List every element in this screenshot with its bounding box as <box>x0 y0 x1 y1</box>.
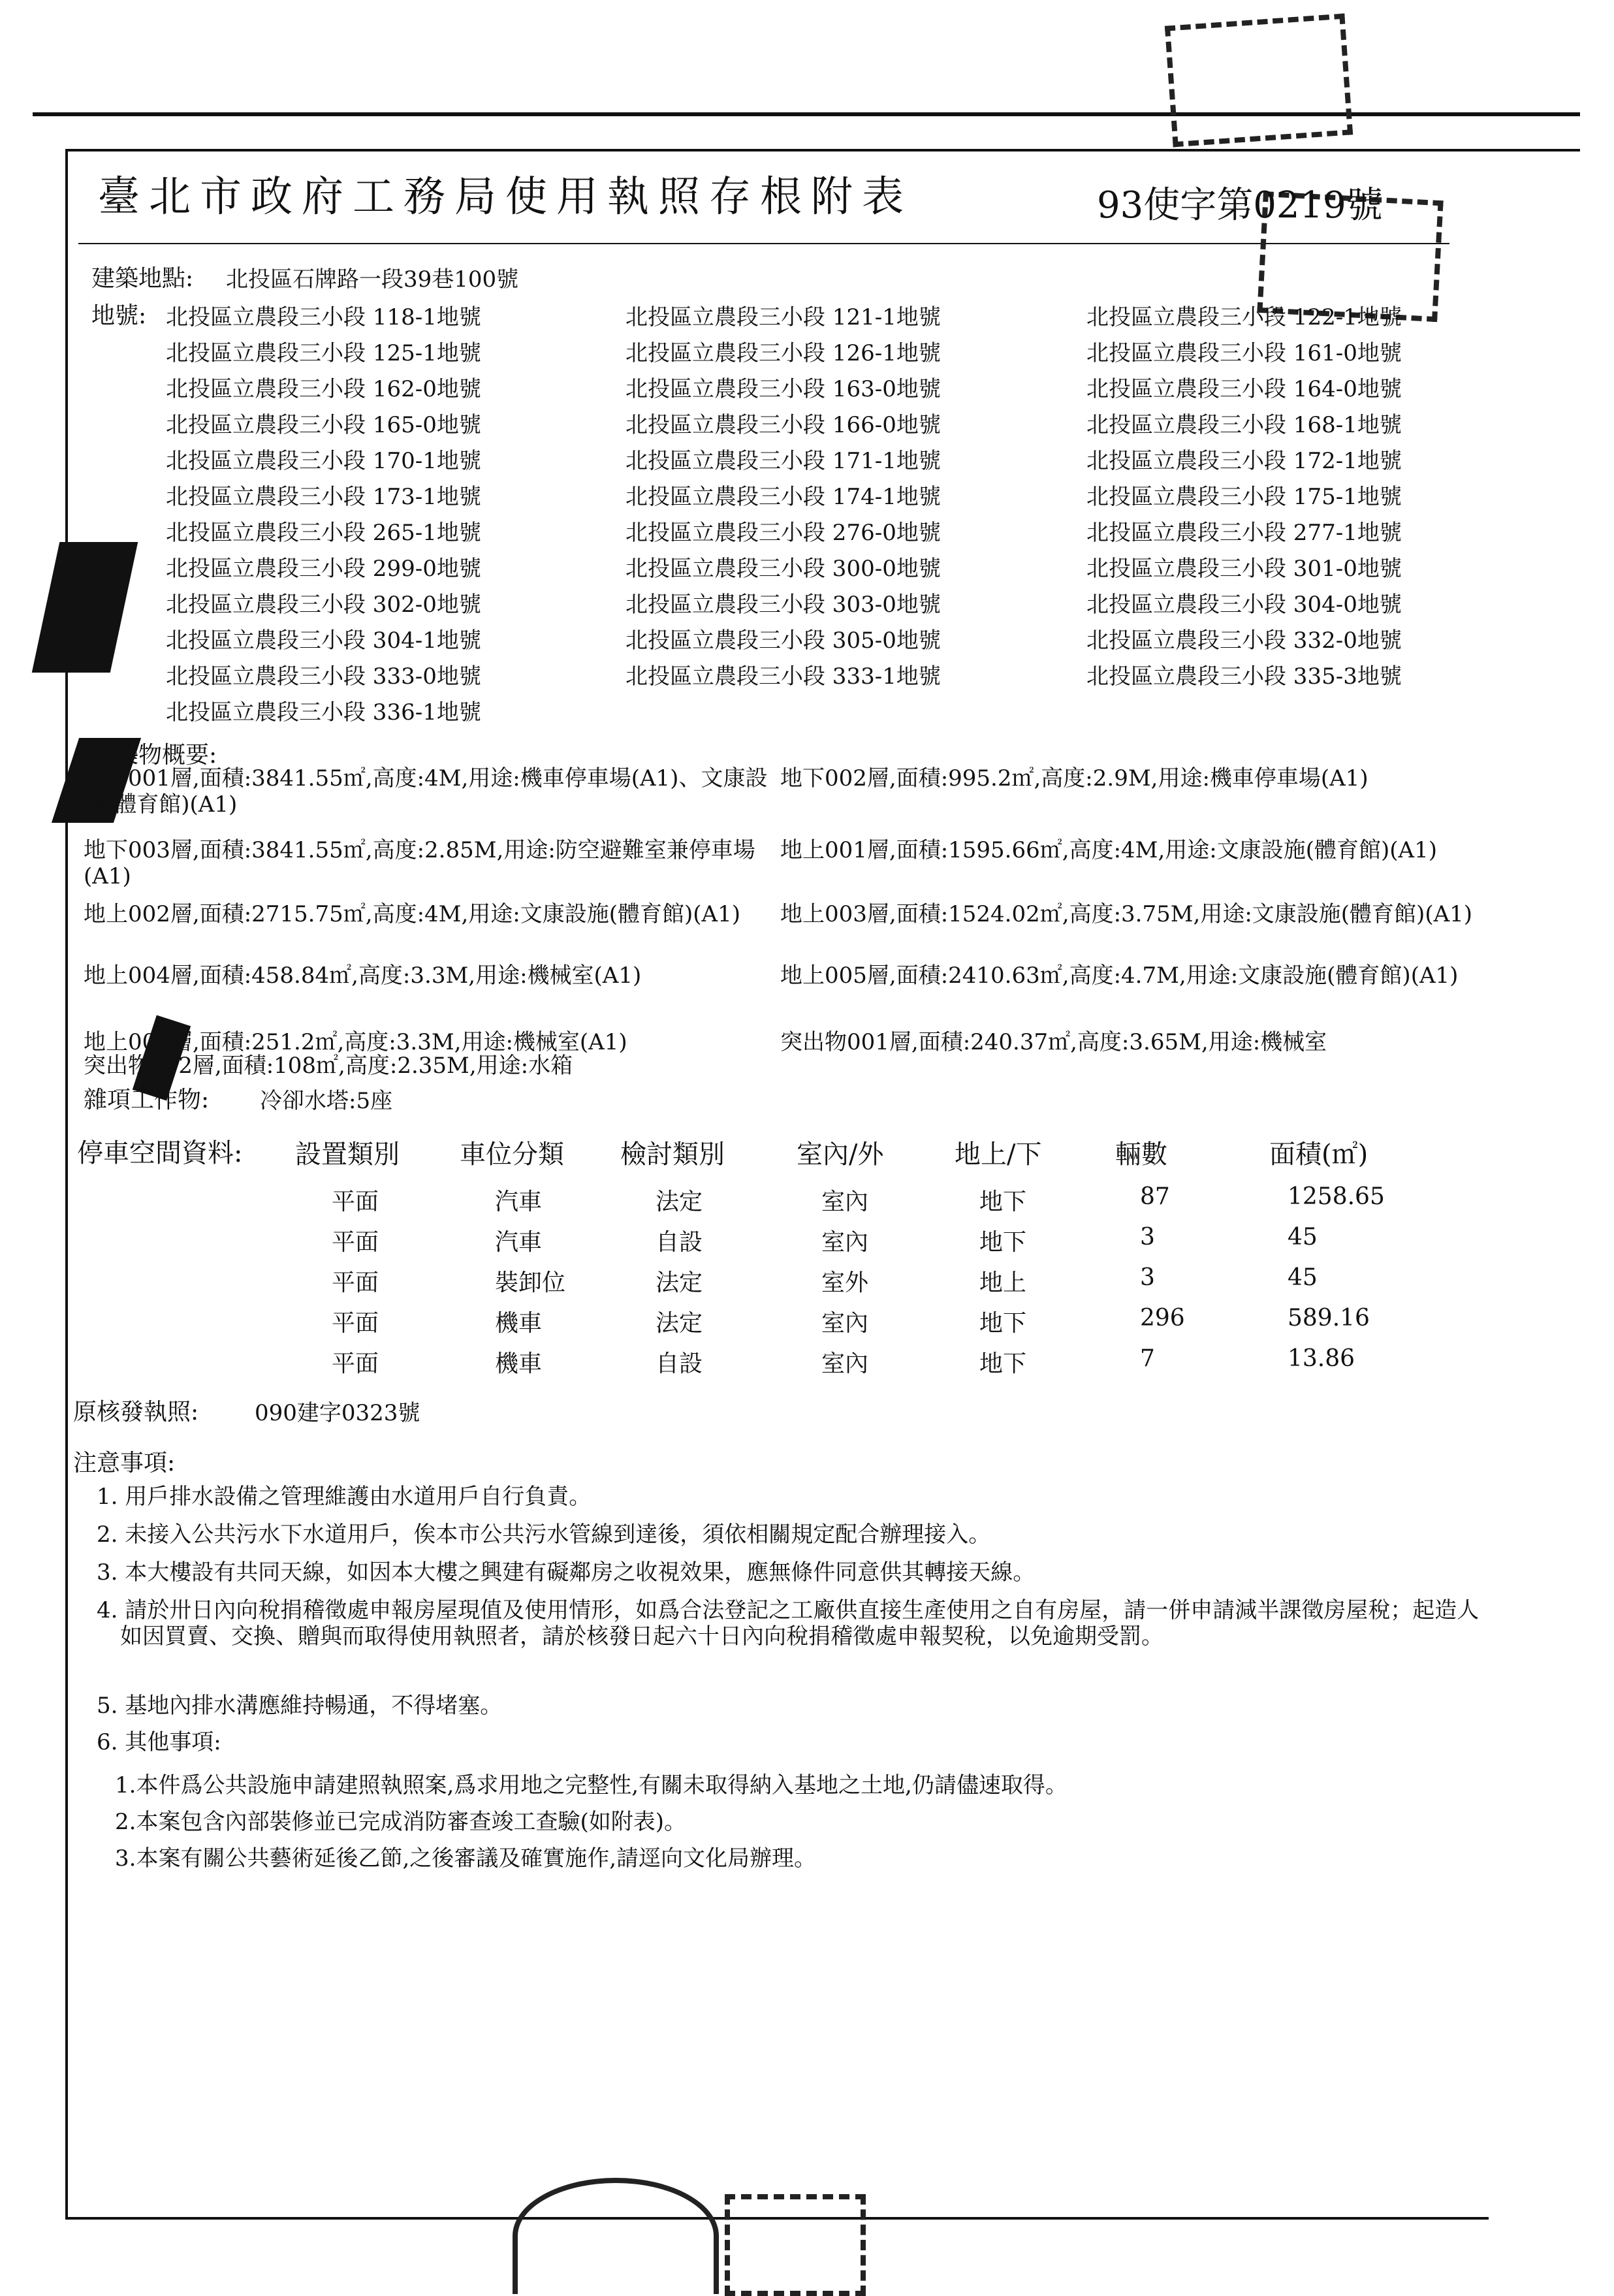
lot-number: 北投區立農段三小段 265-1地號 <box>166 520 481 546</box>
stamp-icon <box>1165 14 1353 148</box>
lot-number: 北投區立農段三小段 304-0地號 <box>1086 592 1402 618</box>
lot-number: 北投區立農段三小段 333-1地號 <box>625 663 941 690</box>
note-sub-item: 2.本案包含內部裝修並已完成消防審查竣工查驗(如附表)。 <box>115 1809 686 1835</box>
building-floor: 突出物001層,面積:240.37㎡,高度:3.65M,用途:機械室 <box>780 1029 1327 1055</box>
parking-cell: 機車 <box>495 1310 543 1337</box>
parking-cell: 45 <box>1288 1264 1318 1291</box>
lot-number: 北投區立農段三小段 301-0地號 <box>1086 556 1402 582</box>
parking-cell: 室內 <box>821 1188 869 1215</box>
ink-smudge-icon <box>32 542 138 673</box>
parking-cell: 3 <box>1140 1264 1155 1291</box>
lot-number: 北投區立農段三小段 333-0地號 <box>166 663 481 690</box>
building-floor: 地上001層,面積:1595.66㎡,高度:4M,用途:文康設施(體育館)(A1) <box>780 837 1437 863</box>
lot-number: 北投區立農段三小段 276-0地號 <box>625 520 941 546</box>
parking-cell: 平面 <box>332 1310 379 1337</box>
lot-number: 北投區立農段三小段 172-1地號 <box>1086 448 1402 474</box>
parking-cell: 自設 <box>656 1229 703 1256</box>
parking-header-cell: 地上/下 <box>955 1140 1042 1170</box>
lot-number: 北投區立農段三小段 304-1地號 <box>166 628 481 654</box>
note-sub-item: 3.本案有關公共藝術延後乙節,之後審議及確實施作,請逕向文化局辦理。 <box>115 1845 817 1872</box>
lot-number: 北投區立農段三小段 164-0地號 <box>1086 376 1402 402</box>
parking-cell: 室內 <box>821 1229 869 1256</box>
lot-number: 北投區立農段三小段 165-0地號 <box>166 412 481 438</box>
title-underline <box>65 149 1580 151</box>
parking-header-cell: 輛數 <box>1115 1140 1167 1170</box>
parking-cell: 45 <box>1288 1224 1318 1251</box>
building-floor: 地上002層,面積:2715.75㎡,高度:4M,用途:文康設施(體育館)(A1) <box>84 901 740 927</box>
lot-number: 北投區立農段三小段 277-1地號 <box>1086 520 1402 546</box>
lot-number: 北投區立農段三小段 168-1地號 <box>1086 412 1402 438</box>
building-floor: 地上006層,面積:251.2㎡,高度:3.3M,用途:機械室(A1) <box>84 1029 627 1055</box>
parking-header-cell: 檢討類別 <box>620 1140 725 1170</box>
lot-number: 北投區立農段三小段 170-1地號 <box>166 448 481 474</box>
building-floor: 突出物002層,面積:108㎡,高度:2.35M,用途:水箱 <box>84 1053 573 1079</box>
parking-cell: 7 <box>1140 1345 1155 1372</box>
parking-cell: 平面 <box>332 1350 379 1377</box>
parking-cell: 平面 <box>332 1229 379 1256</box>
notes-label: 注意事項: <box>73 1450 176 1476</box>
parking-cell: 平面 <box>332 1188 379 1215</box>
parking-cell: 平面 <box>332 1269 379 1296</box>
parking-cell: 法定 <box>656 1310 703 1337</box>
parking-label: 停車空間資料: <box>77 1138 243 1168</box>
lot-number: 北投區立農段三小段 125-1地號 <box>166 340 481 366</box>
parking-cell: 法定 <box>656 1269 703 1296</box>
parking-cell: 地下 <box>979 1229 1027 1256</box>
left-border-line <box>65 149 68 2219</box>
parking-cell: 3 <box>1140 1224 1155 1251</box>
parking-header-cell: 面積(㎡) <box>1269 1140 1369 1170</box>
lot-number: 北投區立農段三小段 305-0地號 <box>625 628 941 654</box>
parking-cell: 87 <box>1140 1183 1170 1210</box>
building-floor: 地下003層,面積:3841.55㎡,高度:2.85M,用途:防空避難室兼停車場(A1) <box>84 837 755 889</box>
page-title: 臺北市政府工務局使用執照存根附表 <box>98 173 913 221</box>
note-item: 4. 請於卅日內向稅捐稽徵處申報房屋現值及使用情形，如爲合法登記之工廠供直接生產使用之自有房屋，請一併申請減半課徵房屋稅；起造人如因買賣、交換、贈與而取得使用執照者，請於核發日起六十日內向稅捐稽徵處申報契稅，以免逾期受罰。 <box>97 1597 1480 1650</box>
lot-number: 北投區立農段三小段 174-1地號 <box>625 484 941 510</box>
original-license-value: 090建字0323號 <box>255 1400 420 1426</box>
lot-number: 北投區立農段三小段 121-1地號 <box>625 304 941 330</box>
parking-cell: 589.16 <box>1288 1305 1370 1331</box>
lot-number: 北投區立農段三小段 122-1地號 <box>1086 304 1402 330</box>
header-separator <box>78 243 1449 244</box>
note-sub-item: 1.本件爲公共設施申請建照執照案,爲求用地之完整性,有關未取得納入基地之土地,仍請儘速取得。 <box>115 1772 1068 1798</box>
lot-number: 北投區立農段三小段 173-1地號 <box>166 484 481 510</box>
parking-cell: 1258.65 <box>1288 1183 1385 1210</box>
parking-cell: 裝卸位 <box>495 1269 566 1296</box>
site-address: 北投區石牌路一段39巷100號 <box>226 266 519 293</box>
building-floor: 地下001層,面積:3841.55㎡,高度:4M,用途:機車停車場(A1)、文康設施(體育館)(A1) <box>84 765 768 818</box>
parking-cell: 地下 <box>979 1310 1027 1337</box>
note-item: 6. 其他事項: <box>97 1729 221 1755</box>
building-floor: 地上005層,面積:2410.63㎡,高度:4.7M,用途:文康設施(體育館)(A1) <box>780 963 1459 989</box>
note-item: 2. 未接入公共污水下水道用戶，俟本市公共污水管線到達後，須依相關規定配合辦理接入。 <box>97 1522 991 1548</box>
lot-number: 北投區立農段三小段 162-0地號 <box>166 376 481 402</box>
lot-number: 北投區立農段三小段 161-0地號 <box>1086 340 1402 366</box>
lot-number: 北投區立農段三小段 332-0地號 <box>1086 628 1402 654</box>
parking-cell: 機車 <box>495 1350 543 1377</box>
lot-number: 北投區立農段三小段 303-0地號 <box>625 592 941 618</box>
parking-cell: 地下 <box>979 1350 1027 1377</box>
lot-number: 北投區立農段三小段 302-0地號 <box>166 592 481 618</box>
parking-cell: 296 <box>1140 1305 1185 1331</box>
parking-cell: 13.86 <box>1288 1345 1355 1372</box>
lots-label: 地號: <box>91 302 147 329</box>
lot-number: 北投區立農段三小段 166-0地號 <box>625 412 941 438</box>
lot-number: 北投區立農段三小段 299-0地號 <box>166 556 481 582</box>
parking-cell: 室內 <box>821 1350 869 1377</box>
misc-value: 冷卻水塔:5座 <box>260 1088 393 1114</box>
misc-label: 雜項工作物: <box>84 1087 210 1113</box>
parking-header-cell: 室內/外 <box>797 1140 884 1170</box>
stamp-icon <box>725 2194 866 2296</box>
parking-cell: 地下 <box>979 1188 1027 1215</box>
building-floor: 地上004層,面積:458.84㎡,高度:3.3M,用途:機械室(A1) <box>84 963 642 989</box>
parking-cell: 地上 <box>979 1269 1027 1296</box>
site-label: 建築地點: <box>91 265 194 292</box>
building-floor: 地上003層,面積:1524.02㎡,高度:3.75M,用途:文康設施(體育館)(A1) <box>780 901 1473 927</box>
parking-cell: 汽車 <box>495 1229 543 1256</box>
seal-icon <box>513 2178 719 2294</box>
note-item: 1. 用戶排水設備之管理維護由水道用戶自行負責。 <box>97 1484 592 1510</box>
building-label: 建築物概要: <box>91 742 217 769</box>
lot-number: 北投區立農段三小段 175-1地號 <box>1086 484 1402 510</box>
note-item: 3. 本大樓設有共同天線，如因本大樓之興建有礙鄰房之收視效果，應無條件同意供其轉接天線。 <box>97 1559 1036 1586</box>
note-item: 5. 基地內排水溝應維持暢通，不得堵塞。 <box>97 1693 503 1719</box>
lot-number: 北投區立農段三小段 171-1地號 <box>625 448 941 474</box>
parking-cell: 室內 <box>821 1310 869 1337</box>
lot-number: 北投區立農段三小段 300-0地號 <box>625 556 941 582</box>
document-number: 93使字第0219號 <box>1097 184 1383 227</box>
lot-number: 北投區立農段三小段 126-1地號 <box>625 340 941 366</box>
parking-header-cell: 車位分類 <box>460 1140 564 1170</box>
parking-cell: 自設 <box>656 1350 703 1377</box>
lot-number: 北投區立農段三小段 163-0地號 <box>625 376 941 402</box>
parking-cell: 室外 <box>821 1269 869 1296</box>
lot-number: 北投區立農段三小段 336-1地號 <box>166 699 481 725</box>
lot-number: 北投區立農段三小段 118-1地號 <box>166 304 481 330</box>
parking-cell: 汽車 <box>495 1188 543 1215</box>
building-floor: 地下002層,面積:995.2㎡,高度:2.9M,用途:機車停車場(A1) <box>780 765 1369 791</box>
original-license-label: 原核發執照: <box>73 1399 199 1426</box>
lot-number: 北投區立農段三小段 335-3地號 <box>1086 663 1402 690</box>
parking-header-cell: 設置類別 <box>295 1140 400 1170</box>
parking-cell: 法定 <box>656 1188 703 1215</box>
